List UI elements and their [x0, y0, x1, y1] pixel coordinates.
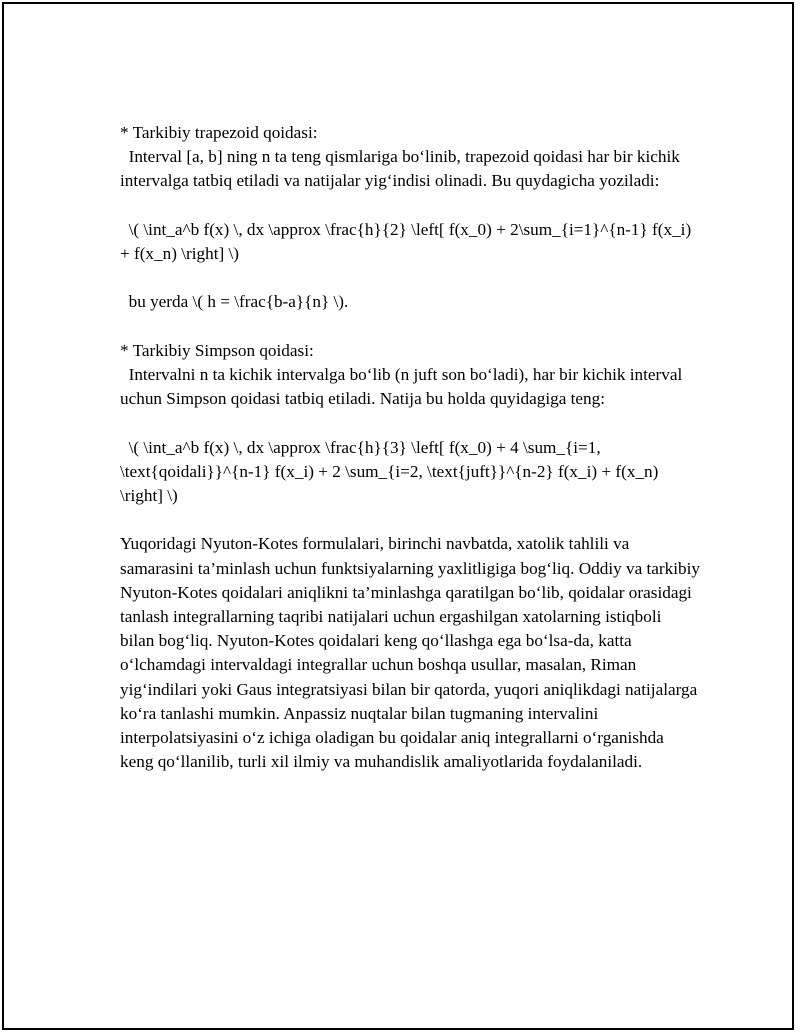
spacer: [120, 411, 700, 435]
trapezoid-description: Interval [a, b] ning n ta teng qismlariga bo‘linib, trapezoid qoidasi har bir kichik intervalga tatbiq etiladi va natijalar yig‘indisi olinadi. Bu quydagicha yoziladi:: [120, 147, 685, 191]
simpson-formula: \( \int_a^b f(x) \, dx \approx \frac{h}{3} \left[ f(x_0) + 4 \sum_{i=1, \text{qoidali}}^{n-1} f(x_i) + 2 \sum_{i=2, \text{juft}}^{n-2} f(x_i) + f(x_n) \right] \): [120, 437, 663, 505]
spacer: [120, 266, 700, 290]
conclusion-paragraph: Yuqoridagi Nyuton-Kotes formulalari, birinchi navbatda, xatolik tahlili va samarasini ta’minlash uchun funktsiyalarning yaxlitligiga bog‘liq. Oddiy va tarkibiy Nyuton-Kotes qoidalari aniqlikni ta’minlashga qaratilgan bo‘lib, qoidalar orasidagi tanlash integrallarning taqribi natijalari uchun ergashilgan xatolarning istiqboli bilan bog‘liq. Nyuton-Kotes qoidalari keng qo‘llashga ega bo‘lsa-da, katta o‘lchamdagi intervaldagi integrallar uchun boshqa usullar, masalan, Riman yig‘indilari yoki Gaus integratsiyasi bilan bir qatorda, yuqori aniqlikdagi natijalarga ko‘ra tanlashi mumkin. Anpassiz nuqtalar bilan tugmaning intervalini interpolatsiyasini o‘z ichiga oladigan bu qoidalar aniq integrallarni o‘rganishda keng qo‘llanilib, turli xil ilmiy va muhandislik amaliyotlarida foydalaniladi.: [120, 534, 705, 772]
simpson-heading: * Tarkibiy Simpson qoidasi:: [120, 340, 314, 360]
simpson-description: Intervalni n ta kichik intervalga bo‘lib (n juft son bo‘ladi), har bir kichik interval uchun Simpson qoidasi tatbiq etiladi. Natija bu holda quyidagiga teng:: [120, 364, 687, 409]
spacer: [120, 194, 700, 218]
trapezoid-heading: * Tarkibiy trapezoid qoidasi:: [120, 123, 318, 142]
trapezoid-where-note: bu yerda \( h = \frac{b-a}{n} \).: [120, 292, 349, 312]
spacer: [120, 315, 700, 339]
trapezoid-formula: \( \int_a^b f(x) \, dx \approx \frac{h}{2} \left[ f(x_0) + 2\sum_{i=1}^{n-1} f(x_i) + f(x_n) \right] \): [120, 219, 696, 263]
spacer: [120, 508, 700, 532]
page: [2, 2, 794, 1030]
document-body: [120, 121, 705, 774]
